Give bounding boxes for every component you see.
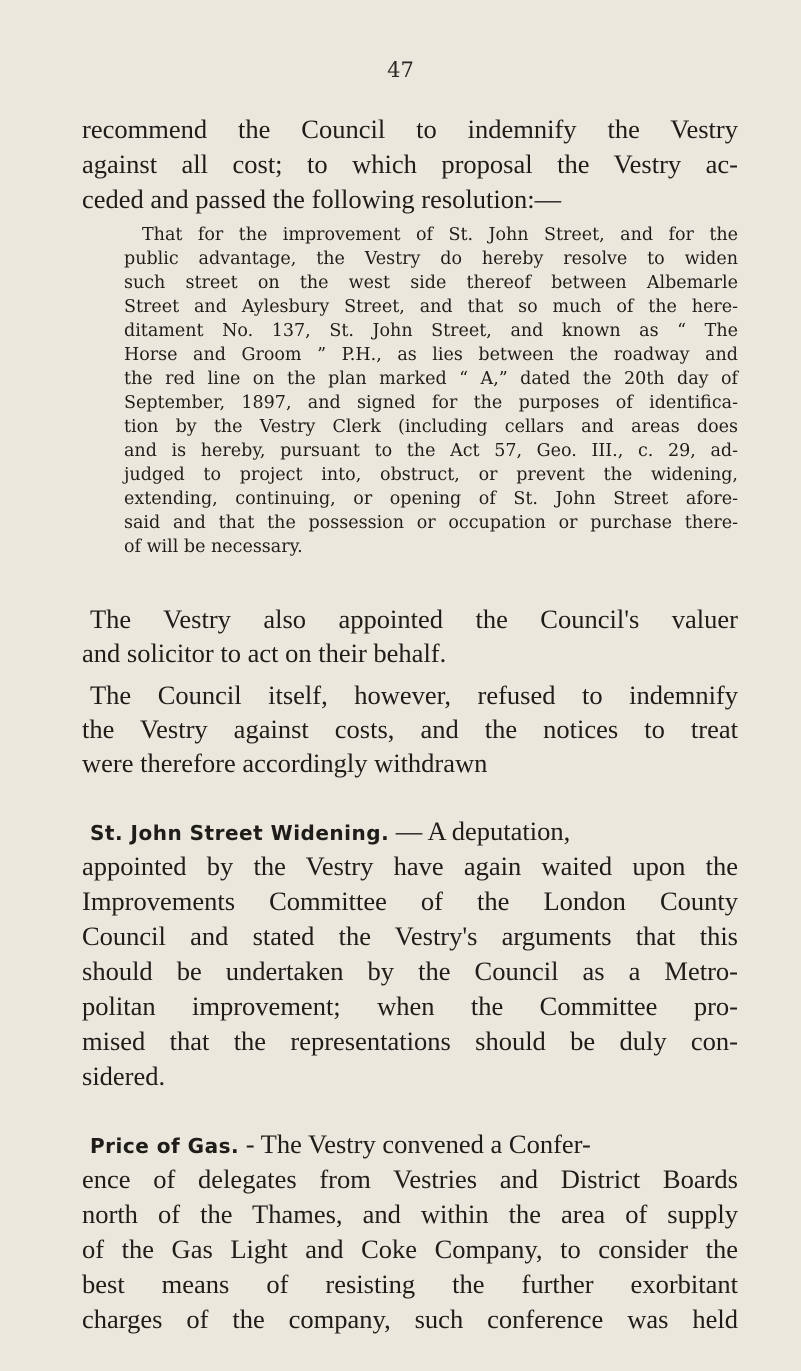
text-line: best means of resisting the further exorbitant: [82, 1269, 738, 1299]
text-line: ceded and passed the following resolution:—: [82, 184, 562, 214]
text-line: ence of delegates from Vestries and District Boards: [82, 1164, 738, 1194]
resolution-line: public advantage, the Vestry do hereby resolve to widen: [124, 249, 738, 269]
text-line: The Vestry also appointed the Council's valuer: [90, 604, 738, 634]
text-line: the Vestry against costs, and the notices to treat: [82, 714, 738, 744]
section-first-line: [90, 1127, 738, 1163]
text-line: and solicitor to act on their behalf.: [82, 638, 447, 668]
text-line: of the Gas Light and Coke Company, to consider the: [82, 1234, 738, 1264]
resolution-line: of will be necessary.: [124, 537, 303, 557]
text-line: against all cost; to which proposal the Vestry ac-: [82, 149, 738, 179]
page-number: 47: [387, 58, 414, 82]
text-line: recommend the Council to indemnify the Vestry: [82, 114, 738, 144]
resolution-line: Street and Aylesbury Street, and that so much of the here-: [124, 297, 738, 317]
resolution-line: ditament No. 137, St. John Street, and known as “ The: [124, 321, 738, 341]
resolution-line: and is hereby, pursuant to the Act 57, Geo. III., c. 29, ad-: [124, 441, 738, 461]
text-line: The Council itself, however, refused to indemnify: [90, 680, 738, 710]
resolution-line: judged to project into, obstruct, or prevent the widening,: [124, 465, 738, 485]
resolution-line: Horse and Groom ” P.H., as lies between the roadway and: [124, 345, 738, 365]
section-lead-text: - The Vestry convened a Confer-: [239, 1129, 591, 1159]
text-line: Council and stated the Vestry's arguments that this: [82, 921, 738, 951]
section-heading: St. John Street Widening.: [90, 821, 390, 845]
resolution-line: That for the improvement of St. John Street, and for the: [142, 225, 738, 245]
section-first-line: [90, 814, 738, 850]
resolution-line: extending, continuing, or opening of St. John Street afore-: [124, 489, 738, 509]
text-line: mised that the representations should be duly con-: [82, 1026, 738, 1056]
text-line: appointed by the Vestry have again waited upon the: [82, 851, 738, 881]
text-line: charges of the company, such conference was held: [82, 1304, 738, 1334]
resolution-line: such street on the west side thereof between Albemarle: [124, 273, 738, 293]
resolution-line: tion by the Vestry Clerk (including cellars and areas does: [124, 417, 738, 437]
text-line: politan improvement; when the Committee pro-: [82, 991, 738, 1021]
section-lead-text: — A deputation,: [389, 816, 571, 846]
resolution-line: September, 1897, and signed for the purposes of identifica-: [124, 393, 738, 413]
text-line: north of the Thames, and within the area of supply: [82, 1199, 738, 1229]
resolution-line: the red line on the plan marked “ A,” dated the 20th day of: [124, 369, 738, 389]
text-line: sidered.: [82, 1061, 166, 1091]
section-heading: Price of Gas.: [90, 1134, 240, 1158]
text-line: should be undertaken by the Council as a Metro-: [82, 956, 738, 986]
resolution-line: said and that the possession or occupation or purchase there-: [124, 513, 738, 533]
text-line: were therefore accordingly withdrawn: [82, 748, 488, 778]
text-line: Improvements Committee of the London County: [82, 886, 738, 916]
